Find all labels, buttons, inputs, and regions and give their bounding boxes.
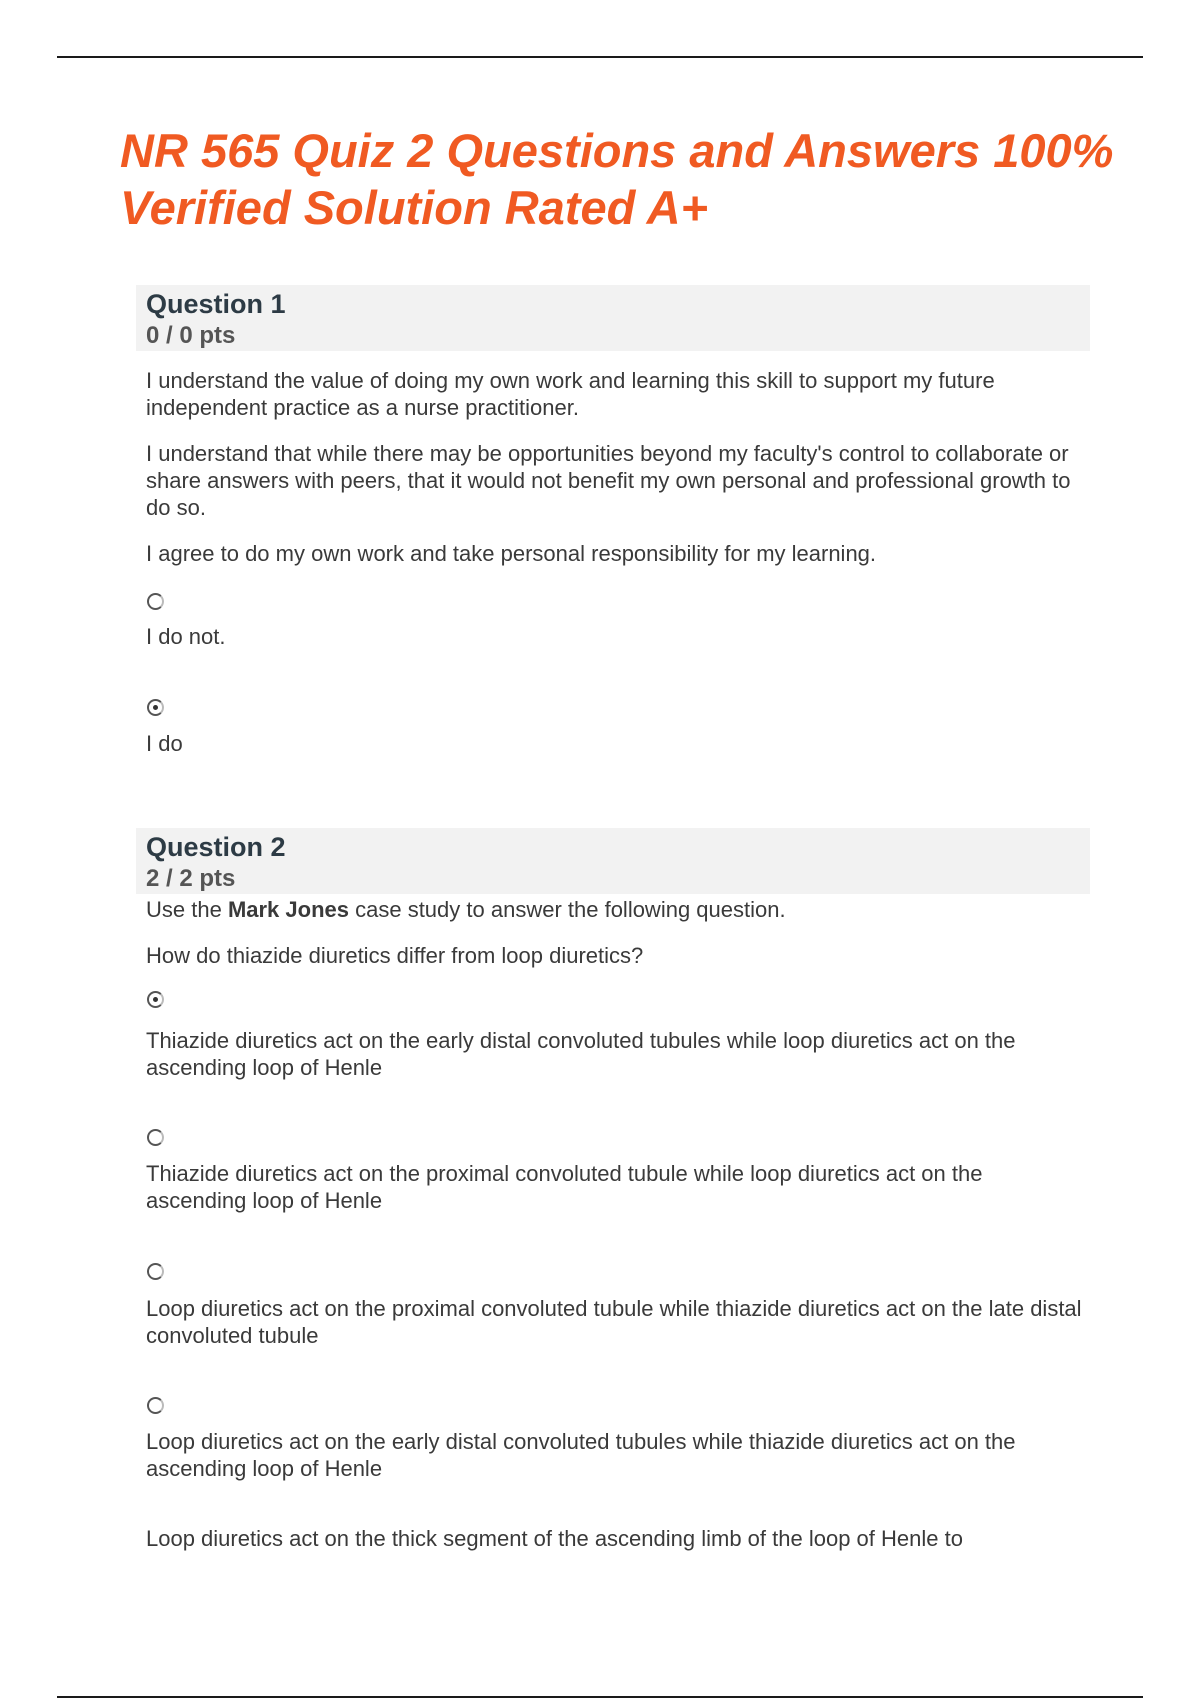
top-divider	[57, 56, 1143, 58]
question-2-title: Question 2	[146, 832, 286, 862]
question-2-option-3-label: Loop diuretics act on the proximal convoluted tubule while thiazide diuretics act on the late distal convoluted tubule	[146, 1296, 1082, 1348]
question-2-intro-suffix: case study to answer the following question.	[349, 897, 786, 922]
question-2-points: 2 / 2 pts	[146, 865, 236, 892]
question-1-option-1-label: I do not.	[146, 624, 226, 649]
question-1-option-2-radio[interactable]	[147, 699, 164, 716]
question-2-header	[136, 828, 1090, 894]
question-2-intro	[146, 896, 1086, 923]
question-2-option-4-label: Loop diuretics act on the early distal convoluted tubules while thiazide diuretics act on the ascending loop of Henle	[146, 1429, 1016, 1481]
question-2-option-3-radio[interactable]	[147, 1263, 164, 1280]
question-2-prompt: How do thiazide diuretics differ from loop diuretics?	[146, 943, 644, 968]
question-1-paragraph: I understand that while there may be opportunities beyond my faculty's control to collaborate or share answers with peers, that it would not benefit my own personal and professional growth to do so.	[146, 441, 1071, 520]
question-1-paragraph: I understand the value of doing my own work and learning this skill to support my future independent practice as a nurse practitioner.	[146, 368, 995, 420]
question-2-trailing-text: Loop diuretics act on the thick segment of the ascending limb of the loop of Henle to	[146, 1526, 963, 1551]
case-study-name: Mark Jones	[227, 897, 349, 922]
question-2-option-1-label: Thiazide diuretics act on the early distal convoluted tubules while loop diuretics act on the ascending loop of Henle	[146, 1028, 1016, 1080]
question-2-option-2-label: Thiazide diuretics act on the proximal convoluted tubule while loop diuretics act on the ascending loop of Henle	[146, 1161, 983, 1213]
question-1-option-1-radio[interactable]	[147, 593, 164, 610]
question-1-option-2-label: I do	[146, 731, 183, 756]
question-2-option-1-radio[interactable]	[147, 991, 164, 1008]
question-1-points: 0 / 0 pts	[146, 322, 236, 349]
question-2-intro-prefix: Use the	[146, 897, 228, 922]
question-1-header	[136, 285, 1090, 351]
question-1-title: Question 1	[146, 289, 286, 319]
question-1-paragraph: I agree to do my own work and take personal responsibility for my learning.	[146, 541, 877, 566]
question-2-option-4-radio[interactable]	[147, 1397, 164, 1414]
bottom-divider	[57, 1696, 1143, 1698]
document-title: NR 565 Quiz 2 Questions and Answers 100% Verified Solution Rated A+	[120, 124, 1114, 234]
question-2-option-2-radio[interactable]	[147, 1129, 164, 1146]
